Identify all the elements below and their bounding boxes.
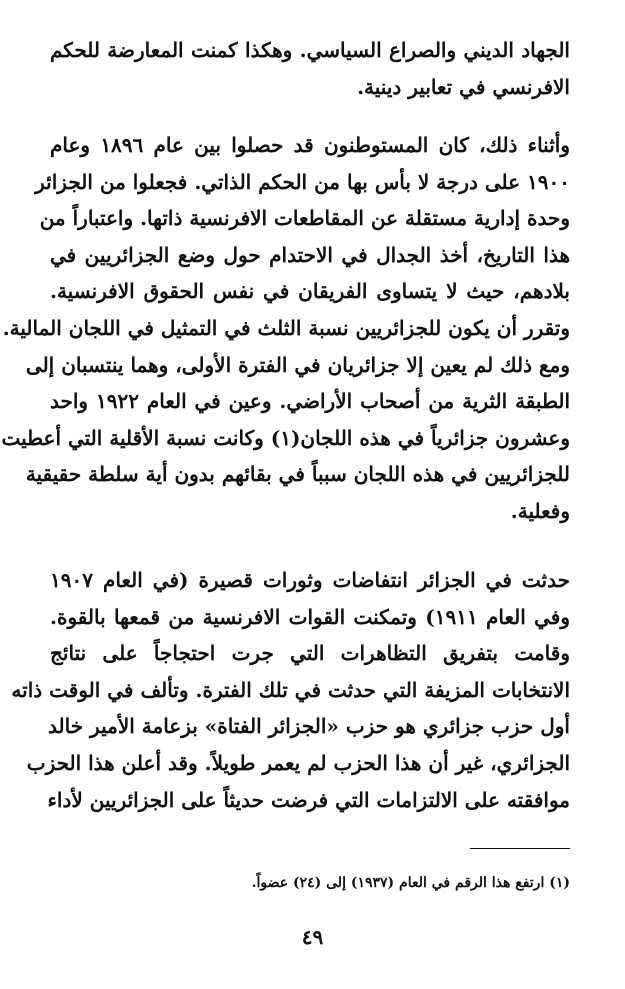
text-line: وفي العام ١٩١١) وتمكنت القوات الافرنسية من قمعها بالقوة. — [50, 604, 570, 629]
text-line: موافقته على الالتزامات التي فرضت حديثاً على الجزائريين لأداء — [47, 787, 570, 812]
text-line: هذا التاريخ، أخذ الجدال في الاحتدام حول وضع الجزائريين في — [50, 242, 570, 267]
text-line: الجهاد الديني والصراع السياسي. وهكذا كمنت المعارضة للحكم — [50, 38, 570, 62]
footnote: (١) ارتفع هذا الرقم في العام (١٩٣٧) إلى (٢٤) عضواً. — [251, 875, 570, 891]
text-line: وعشرون جزائرياً في هذه اللجان(١) وكانت نسبة الأقلية التي أعطيت — [1, 425, 570, 450]
paragraph-2 — [1, 127, 571, 530]
text-line: وأثناء ذلك، كان المستوطنون قد حصلوا بين عام ١٨٩٦ وعام — [50, 133, 570, 157]
footnote-divider — [470, 848, 570, 849]
text-line: أول حزب جزائري هو حزب «الجزائر الفتاة» بزعامة الأمير خالد — [48, 714, 570, 739]
text-line: وتقرر أن يكون للجزائريين نسبة الثلث في التمثيل في اللجان المالية. — [2, 315, 570, 340]
text-line: ١٩٠٠ على درجة لا بأس بها من الحكم الذاتي. فجعلوا من الجزائر — [35, 169, 570, 194]
text-line: حدثت في الجزائر انتفاضات وثورات قصيرة (في العام ١٩٠٧ — [50, 568, 570, 592]
text-line: الجزائري، غير أن هذا الحزب لم يعمر طويلاً. وقد أعلن هذا الحزب — [26, 750, 570, 775]
text-line: الافرنسي في تعابير دينية. — [357, 74, 570, 99]
page-number: ٤٩ — [301, 925, 324, 949]
text-line: وفعلية. — [510, 498, 570, 523]
text-line: الانتخابات المزيفة التي حدثت في تلك الفترة. وتألف في الوقت ذاته — [11, 677, 570, 702]
text-line: وقامت بتفريق التظاهرات التي جرت احتجاجاً على نتائج — [50, 641, 570, 666]
paragraph-1 — [50, 32, 570, 105]
text-line: للجزائريين في هذه اللجان سبباً في بقائهم بدون أية سلطة حقيقية — [25, 462, 570, 487]
text-line: ومع ذلك لم يعين إلا جزائريان في الفترة الأولى، وهما ينتسبان إلى — [25, 352, 570, 377]
paragraph-3 — [11, 562, 570, 818]
text-line: الطبقة الثرية من أصحاب الأراضي. وعين في العام ١٩٢٢ واحد — [50, 389, 571, 414]
text-line: وحدة إدارية مستقلة عن المقاطعات الافرنسية ذاتها. واعتباراً من — [39, 206, 570, 231]
text-line: بلادهم، حيث لا يتساوى الفريقان في نفس الحقوق الافرنسية. — [50, 279, 570, 304]
